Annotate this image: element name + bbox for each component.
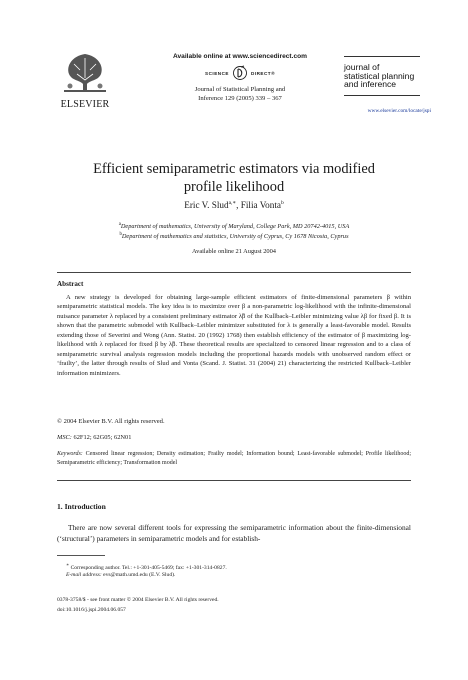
sciencedirect-left-text: SCIENCE [205,70,229,76]
msc-values: 62F12; 62G05; 62N01 [71,434,132,441]
author-separator: , [236,200,241,211]
author-list [44,200,424,210]
journal-logo-box [344,56,420,96]
footnote-email [66,572,175,578]
available-online-banner: Available online at www.sciencedirect.com [173,53,307,60]
affiliation-2-text: Department of mathematics and statistics, University of Cyprus, Cy 1678 Nicosia, Cyprus [121,233,349,241]
introduction-text: There are now several different tools for expressing the semiparametric information about the finite-dimensional (‘structural’) parameters in semiparametric models and for establish- [57,523,411,544]
publisher-logo [57,50,113,110]
doi-link[interactable]: doi:10.1016/j.jspi.2004.06.057 [57,607,126,613]
sciencedirect-right-text: DIRECT® [250,70,275,76]
journal-header [146,53,334,103]
email-label: E-mail address: [66,572,102,578]
keywords-label: Keywords: [57,451,83,457]
journal-citation [146,85,334,103]
journal-branding [336,56,436,114]
publisher-name: ELSEVIER [60,99,110,110]
online-date: Available online 21 August 2004 [191,248,276,255]
abstract-copyright: © 2004 Elsevier B.V. All rights reserved. [57,418,165,425]
abstract-bottom-rule [57,480,411,481]
journal-line-1: Journal of Statistical Planning and [194,86,286,93]
journal-logo-line-3: and inference [344,79,397,90]
journal-logo-line-1: journal of [344,62,380,72]
abstract-top-rule [57,272,411,273]
keywords-values: Censored linear regression; Density estimation; Frailty model; Information bound; Least-favorable submodel; Profile likelihood; Semiparametric efficiency; Transformation model [57,451,411,466]
email-address-link[interactable]: evs@math.umd.edu (E.V. Slud). [101,572,176,578]
affiliation-2-mark: b [119,232,122,237]
footnote-mark: ∗ [66,563,70,568]
author-2: Filia Vonta [240,200,281,211]
affiliation-1-text: Department of mathematics, University of Maryland, College Park, MD 20742-4015, USA [120,223,350,231]
abstract-text: A new strategy is developed for obtaining large-sample efficient estimators of finite-dimensional parameters β within semiparametric statistical models. The key idea is to maximize over β a non-parametric log-likelihood with the infinite-dimensional nuisance parameter λ replaced by a consistent preliminary estimator λ̃β of the Kullback–Leibler minimizing value λβ for fixed β. It is shown that the parametric submodel with Kullback–Leibler minimizer substituted for λ is generally a least-favorable model. Results extending those of Severini and Wong (Ann. Statist. 20 (1992) 1768) then establish efficiency of the estimator of β maximizing log-likelihood with λ replaced for fixed β by λ̃β. These theoretical results are specialized to censored linear regression and to a class of semiparametric survival analysis regression models including the proportional hazards models with unobserved random effect or ‘frailty’, the latter through results of Slud and Vonta (Scand. J. Statist. 31 (2004) 21) characterizing the restricted Kullback–Leibler information minimizers. [57,294,411,377]
section-heading-introduction: 1. Introduction [57,502,106,511]
affiliation-1 [40,222,428,230]
journal-url-link[interactable]: www.elsevier.com/locate/jspi [367,108,431,114]
footnote-corresponding [66,563,227,571]
abstract-heading: Abstract [57,280,84,288]
elsevier-tree-icon [60,50,110,94]
author-1: Eric V. Slud [184,200,229,211]
author-1-mark[interactable]: a,∗ [228,200,237,206]
title-line-2: profile likelihood [183,179,285,195]
footnote-rule [57,555,105,556]
title-line-1: Efficient semiparametric estimators via modified [93,161,375,177]
author-2-mark[interactable]: b [280,200,284,206]
msc-label: MSC: [57,434,72,441]
article-title [44,160,424,196]
issn-line: 0378-3758/$ - see front matter © 2004 Elsevier B.V. All rights reserved. [57,597,219,603]
msc-codes [57,434,131,441]
journal-logo-line-2: statistical planning [344,70,415,81]
sciencedirect-d-icon [232,65,248,81]
affiliation-2 [40,232,428,240]
keywords [57,450,411,468]
affiliation-1-mark: a [118,222,121,227]
sciencedirect-logo [146,65,334,81]
journal-line-2: Inference 129 (2005) 339 – 367 [198,95,282,102]
footnote-corresponding-text: Corresponding author. Tel.: +1-301-405-5469; fax: +1-301-314-0827. [69,564,227,571]
